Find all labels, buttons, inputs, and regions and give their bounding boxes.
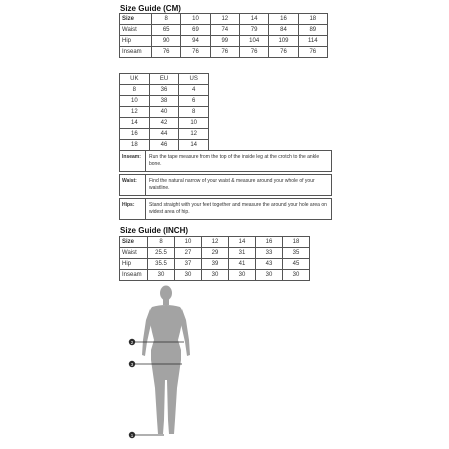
table-cell: 29 [202, 248, 229, 259]
table-row [120, 129, 209, 140]
table-cell: 94 [181, 36, 210, 47]
table-cell: 30 [229, 270, 256, 281]
table-row [120, 259, 310, 270]
table-cell: 14 [229, 237, 256, 248]
table-cell: US [179, 74, 209, 85]
table-cell: 76 [239, 47, 268, 58]
table-cell: 109 [269, 36, 298, 47]
table-row [120, 140, 209, 151]
table-cell: 18 [120, 140, 150, 151]
inseam-instruction [119, 150, 332, 172]
body-silhouette [142, 286, 190, 435]
table-cell: 30 [256, 270, 283, 281]
table-cell: 89 [298, 25, 327, 36]
table-cell: 30 [148, 270, 175, 281]
inch-size-table-body [120, 237, 310, 281]
inch-guide-title: Size Guide (INCH) [120, 226, 189, 235]
table-cell: 36 [149, 85, 179, 96]
marker-hips [129, 361, 135, 367]
cm-size-table [119, 13, 328, 58]
marker-inseam [129, 432, 135, 438]
table-cell: 38 [149, 96, 179, 107]
table-cell: 30 [175, 270, 202, 281]
cm-size-table-body [120, 14, 328, 58]
table-cell: 25.5 [148, 248, 175, 259]
table-cell: 8 [120, 85, 150, 96]
table-cell: Waist [120, 248, 148, 259]
table-cell: 31 [229, 248, 256, 259]
table-cell: 104 [239, 36, 268, 47]
body-measurement-figure [120, 280, 200, 442]
table-row [120, 248, 310, 259]
table-row [120, 270, 310, 281]
table-row [120, 47, 328, 58]
table-cell: 16 [269, 14, 298, 25]
table-cell: 43 [256, 259, 283, 270]
table-cell: UK [120, 74, 150, 85]
table-cell: 40 [149, 107, 179, 118]
table-row [120, 74, 209, 85]
table-cell: 30 [202, 270, 229, 281]
inseam-label: Inseam: [120, 151, 146, 171]
table-cell: 45 [283, 259, 310, 270]
table-cell: 37 [175, 259, 202, 270]
table-cell: 39 [202, 259, 229, 270]
table-cell: Hip [120, 259, 148, 270]
table-cell: 76 [181, 47, 210, 58]
table-cell: 90 [152, 36, 181, 47]
table-cell: 10 [179, 118, 209, 129]
inch-size-table [119, 236, 310, 281]
inseam-text: Run the tape measure from the top of the inside leg at the crotch to the ankle bone. [149, 154, 320, 167]
table-cell: 33 [256, 248, 283, 259]
table-cell: Waist [120, 25, 152, 36]
table-cell: 76 [152, 47, 181, 58]
table-cell: 27 [175, 248, 202, 259]
table-cell: 42 [149, 118, 179, 129]
table-cell: 35 [283, 248, 310, 259]
table-cell: 10 [181, 14, 210, 25]
table-row [120, 96, 209, 107]
svg-text:3: 3 [130, 362, 134, 367]
table-cell: 76 [298, 47, 327, 58]
table-row [120, 107, 209, 118]
table-cell: 79 [239, 25, 268, 36]
marker-waist [129, 339, 135, 345]
table-cell: 6 [179, 96, 209, 107]
table-cell: 14 [239, 14, 268, 25]
table-cell: 12 [179, 129, 209, 140]
cm-guide-title: Size Guide (CM) [120, 4, 181, 13]
table-cell: 12 [120, 107, 150, 118]
waist-instruction [119, 174, 332, 196]
table-cell: 84 [269, 25, 298, 36]
table-cell: 74 [210, 25, 239, 36]
hips-instruction [119, 198, 332, 220]
table-cell: 10 [175, 237, 202, 248]
hips-text: Stand straight with your feet together and measure the around your hole area on widest area of hip. [149, 202, 327, 215]
table-cell: 12 [202, 237, 229, 248]
table-cell: 76 [269, 47, 298, 58]
table-cell: 18 [298, 14, 327, 25]
table-cell: Size [120, 14, 152, 25]
table-cell: Hip [120, 36, 152, 47]
svg-text:2: 2 [130, 340, 134, 345]
table-cell: 8 [179, 107, 209, 118]
table-cell: 8 [148, 237, 175, 248]
table-cell: 14 [179, 140, 209, 151]
table-cell: EU [149, 74, 179, 85]
table-cell: 65 [152, 25, 181, 36]
hips-label: Hips: [120, 199, 146, 219]
table-cell: 18 [283, 237, 310, 248]
table-cell: 16 [120, 129, 150, 140]
table-cell: 41 [229, 259, 256, 270]
size-conversion-table [119, 73, 209, 151]
table-cell: 10 [120, 96, 150, 107]
table-cell: 35.5 [148, 259, 175, 270]
waist-text: Find the natural narrow of your waist & measure around your whole of your waistline. [149, 178, 315, 191]
table-cell: 114 [298, 36, 327, 47]
table-cell: 76 [210, 47, 239, 58]
table-cell: 4 [179, 85, 209, 96]
table-row [120, 14, 328, 25]
waist-label: Waist: [120, 175, 146, 195]
table-cell: 69 [181, 25, 210, 36]
table-cell: 12 [210, 14, 239, 25]
table-row [120, 25, 328, 36]
table-cell: 30 [283, 270, 310, 281]
table-cell: 44 [149, 129, 179, 140]
table-cell: 16 [256, 237, 283, 248]
table-row [120, 237, 310, 248]
table-row [120, 118, 209, 129]
size-conversion-table-body [120, 74, 209, 151]
table-cell: 99 [210, 36, 239, 47]
table-cell: 46 [149, 140, 179, 151]
table-row [120, 85, 209, 96]
table-row [120, 36, 328, 47]
table-cell: Inseam [120, 47, 152, 58]
table-cell: 8 [152, 14, 181, 25]
table-cell: 14 [120, 118, 150, 129]
table-cell: Size [120, 237, 148, 248]
table-cell: Inseam [120, 270, 148, 281]
svg-text:1: 1 [130, 433, 134, 438]
